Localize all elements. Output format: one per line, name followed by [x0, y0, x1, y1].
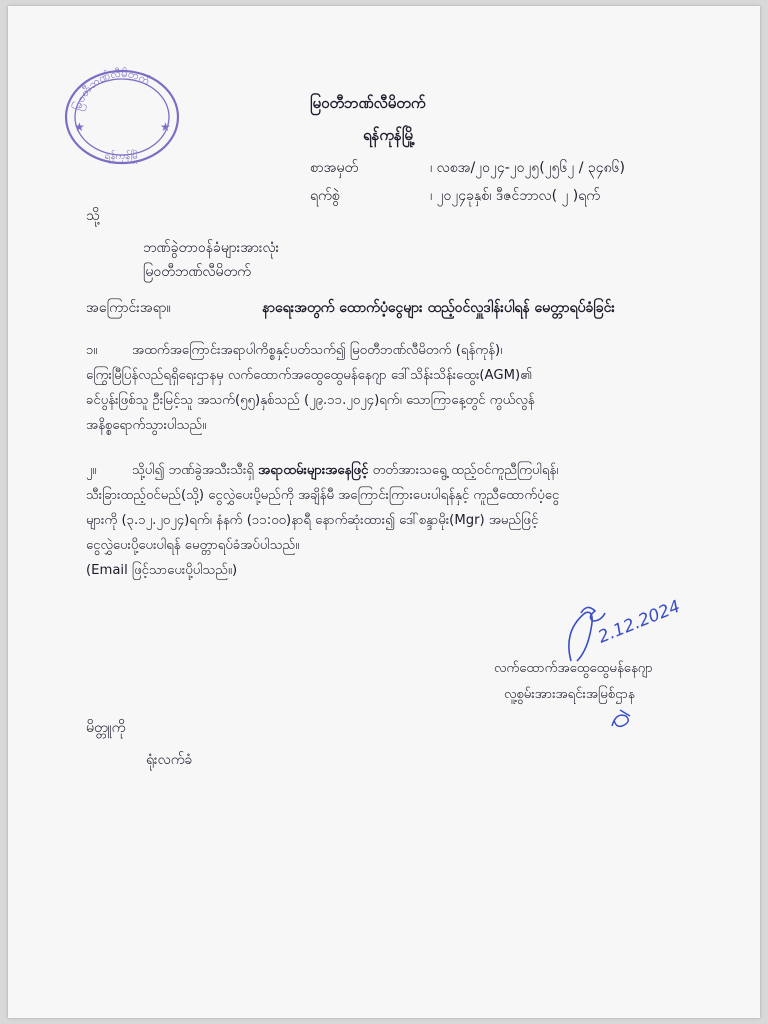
para2-text-a: သို့ပါ၍ ဘဏ်ခွဲအသီးသီးရှိ — [132, 463, 254, 478]
para2-number: ၂။ — [86, 463, 97, 478]
para1-line: ကြွေးမြီပြန်လည်ရရှိရေးဌာနမှ လက်ထောက်အထွေထွေမန်နေဂျာ ဒေါ်သိန်းသိန်းထွေး(AGM)၏ — [86, 368, 532, 383]
seal-center-text: ရန်ကုန်မြို့ — [104, 151, 140, 162]
signatory-title-1: လက်ထောက်အထွေထွေမန်နေဂျာ — [494, 661, 653, 676]
official-seal-icon — [52, 61, 192, 171]
org-name: မြဝတီဘဏ်လီမိတက် — [310, 94, 426, 112]
seal-ring-text: မြဝတီဘဏ်လီမိတက် — [70, 66, 153, 112]
para1-number: ၁။ — [86, 343, 98, 358]
letter-no-label: စာအမှတ် — [310, 160, 359, 176]
date-value: ၊ ၂၀၂၄ခုနှစ်၊ ဒီဇင်ဘာလ( ၂ )ရက် — [430, 188, 601, 204]
date-label: ရက်စွဲ — [310, 188, 340, 204]
subject-label: အကြောင်းအရာ။ — [86, 300, 171, 316]
recipient-line-1: ဘဏ်ခွဲတာဝန်ခံများအားလုံး — [143, 240, 280, 256]
para1-line: ခင်ပွန်းဖြစ်သူ ဦးမြင့်သူ အသက်(၅၅)နှစ်သည် (၂၉.၁၁.၂၀၂၄)ရက်၊ သောကြာနေ့တွင် ကွယ်လွန် — [86, 393, 535, 408]
para2-line: သီးခြားထည့်ဝင်မည်(သို့) ငွေလွှဲပေးပို့မည်ကို အချိန်မီ အကြောင်းကြားပေးပါရန်နှင့် ကူညီထောက်ပံ့ငွေ — [86, 488, 560, 503]
recipient-line-2: မြဝတီဘဏ်လီမိတက် — [143, 264, 251, 280]
para1-line: အနိစ္စရောက်သွားပါသည်။ — [86, 418, 207, 433]
signatory-title-2: လူ့စွမ်းအားအရင်းအမြစ်ဌာန — [504, 687, 635, 702]
signature-date: 2.12.2024 — [595, 596, 684, 648]
org-city: ရန်ကုန်မြို့ — [363, 126, 416, 144]
to-label: သို့ — [86, 208, 100, 224]
para1-line: အထက်အကြောင်းအရာပါကိစ္စနှင့်ပတ်သက်၍ မြဝတီဘဏ်လီမိတက် (ရန်ကုန်)၊ — [132, 343, 503, 358]
svg-text:★: ★ — [160, 120, 171, 134]
letter-page — [8, 6, 760, 1018]
para2-line: များကို (၃.၁၂.၂၀၂၄)ရက်၊ နံနက် (၁၁:၀၀)နာရီ နောက်ဆုံးထား၍ ဒေါ်စန္ဒာမိုး(Mgr) အမည်ဖြင့် — [86, 513, 539, 528]
para2-text-bold: အရာထမ်းများအနေဖြင့် — [258, 463, 369, 478]
para2-note: (Email ဖြင့်သာပေးပို့ပါသည်။) — [86, 563, 238, 578]
para2-line — [132, 462, 558, 481]
para2-text-c: တတ်အားသရွေ့ ထည့်ဝင်ကူညီကြပါရန်၊ — [372, 463, 559, 478]
letter-no-value: ၊ လစအ/၂၀၂၄-၂၀၂၅(၂၅၆၂ / ၃၄၈၆) — [430, 160, 625, 176]
copy-label: မိတ္တူကို — [86, 720, 126, 736]
initial-mark-icon — [606, 706, 636, 732]
copy-recipient: ရုံးလက်ခံ — [146, 752, 193, 768]
subject-text: နာရေးအတွက် ထောက်ပံ့ငွေများ ထည့်ဝင်လှူဒါန်းပါရန် မေတ္တာရပ်ခံခြင်း — [262, 300, 615, 316]
handwritten-signature-icon — [563, 591, 713, 666]
svg-text:★: ★ — [74, 120, 85, 134]
para2-line: ငွေလွှဲပေးပို့ပေးပါရန် မေတ္တာရပ်ခံအပ်ပါသည်။ — [86, 538, 300, 553]
